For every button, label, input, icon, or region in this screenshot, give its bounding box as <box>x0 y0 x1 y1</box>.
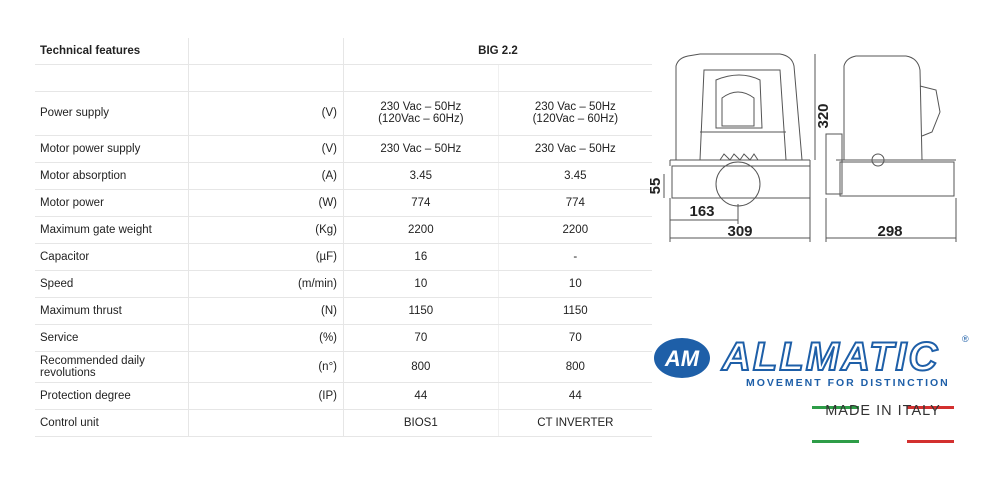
dim-depth-label: 298 <box>877 223 903 240</box>
row-value-1: 10 <box>344 270 499 297</box>
dim-axis-label: 163 <box>689 203 715 220</box>
table-row <box>35 409 652 436</box>
row-value-2 <box>498 91 652 135</box>
table-row <box>35 324 652 351</box>
row-name: Control unit <box>35 409 189 436</box>
table-row <box>35 351 652 382</box>
row-value-2: 800 <box>498 351 652 382</box>
row-value-2: 2200 <box>498 216 652 243</box>
row-value-2: 70 <box>498 324 652 351</box>
row-value-1: 2200 <box>344 216 499 243</box>
logo-mark-text: AM <box>664 346 700 371</box>
table-row <box>35 162 652 189</box>
dim-base-label: 55 <box>647 177 664 195</box>
row-value-1: 230 Vac – 50Hz <box>344 135 499 162</box>
row-value-2-line-1: 230 Vac – 50Hz <box>534 101 616 113</box>
row-value-1: 44 <box>344 382 499 409</box>
row-unit: (IP) <box>189 382 344 409</box>
italian-flag-bottom <box>812 430 954 433</box>
row-unit: (N) <box>189 297 344 324</box>
row-value-1: 16 <box>344 243 499 270</box>
brand-tagline: MOVEMENT FOR DISTINCTION <box>746 377 950 389</box>
table-row <box>35 297 652 324</box>
table-row <box>35 189 652 216</box>
motor-technical-drawing <box>640 36 980 256</box>
row-value-1: 70 <box>344 324 499 351</box>
table-header-row <box>35 38 652 64</box>
header-unit-cell <box>189 38 344 64</box>
italian-flag-top <box>812 396 954 399</box>
row-unit: (m/min) <box>189 270 344 297</box>
row-unit: (V) <box>189 135 344 162</box>
row-name: Motor absorption <box>35 162 189 189</box>
dim-width-label: 309 <box>727 223 753 240</box>
header-label: Technical features <box>35 38 189 64</box>
row-value-1-line-2: (120Vac – 60Hz) <box>378 113 464 125</box>
row-name: Maximum thrust <box>35 297 189 324</box>
row-unit: (W) <box>189 189 344 216</box>
row-value-2: 230 Vac – 50Hz <box>498 135 652 162</box>
side-view-housing <box>844 56 922 160</box>
row-value-1 <box>344 91 499 135</box>
row-unit: (A) <box>189 162 344 189</box>
row-value-2-line-2: (120Vac – 60Hz) <box>532 113 619 125</box>
row-unit: (V) <box>189 91 344 135</box>
row-name: Speed <box>35 270 189 297</box>
row-unit: (Kg) <box>189 216 344 243</box>
row-value-1-line-1: 230 Vac – 50Hz <box>380 101 462 113</box>
row-value-2: - <box>498 243 652 270</box>
row-name-line-1: Recommended daily <box>40 354 145 367</box>
row-name: Motor power <box>35 189 189 216</box>
row-value-1: 1150 <box>344 297 499 324</box>
row-value-2: CT INVERTER <box>498 409 652 436</box>
row-unit <box>189 409 344 436</box>
table-row <box>35 382 652 409</box>
table-row <box>35 216 652 243</box>
table-row <box>35 135 652 162</box>
row-name: Capacitor <box>35 243 189 270</box>
made-in-italy-badge <box>812 396 954 436</box>
row-name: Protection degree <box>35 382 189 409</box>
row-value-1: 3.45 <box>344 162 499 189</box>
registered-mark: ® <box>962 334 969 344</box>
row-value-1: 800 <box>344 351 499 382</box>
row-value-2: 3.45 <box>498 162 652 189</box>
table-row <box>35 270 652 297</box>
spacer-row <box>35 64 652 91</box>
technical-features-table <box>35 38 652 437</box>
table-row <box>35 243 652 270</box>
row-name: Maximum gate weight <box>35 216 189 243</box>
row-value-2: 1150 <box>498 297 652 324</box>
row-value-1: 774 <box>344 189 499 216</box>
row-name: Motor power supply <box>35 135 189 162</box>
row-unit: (%) <box>189 324 344 351</box>
row-unit: (n°) <box>189 351 344 382</box>
header-model: BIG 2.2 <box>344 38 653 64</box>
drive-gear <box>716 162 760 206</box>
row-value-1: BIOS1 <box>344 409 499 436</box>
row-value-2: 774 <box>498 189 652 216</box>
table-row <box>35 91 652 135</box>
row-name-line-2: revolutions <box>40 366 96 379</box>
row-unit: (µF) <box>189 243 344 270</box>
made-in-italy-text: MADE IN ITALY <box>825 403 941 419</box>
row-value-2: 10 <box>498 270 652 297</box>
dim-height-label: 320 <box>815 103 832 129</box>
row-value-2: 44 <box>498 382 652 409</box>
row-name <box>35 351 189 382</box>
allmatic-logo <box>650 328 970 392</box>
row-name: Power supply <box>35 91 189 135</box>
brand-name: ALLMATIC <box>722 335 940 379</box>
row-name: Service <box>35 324 189 351</box>
